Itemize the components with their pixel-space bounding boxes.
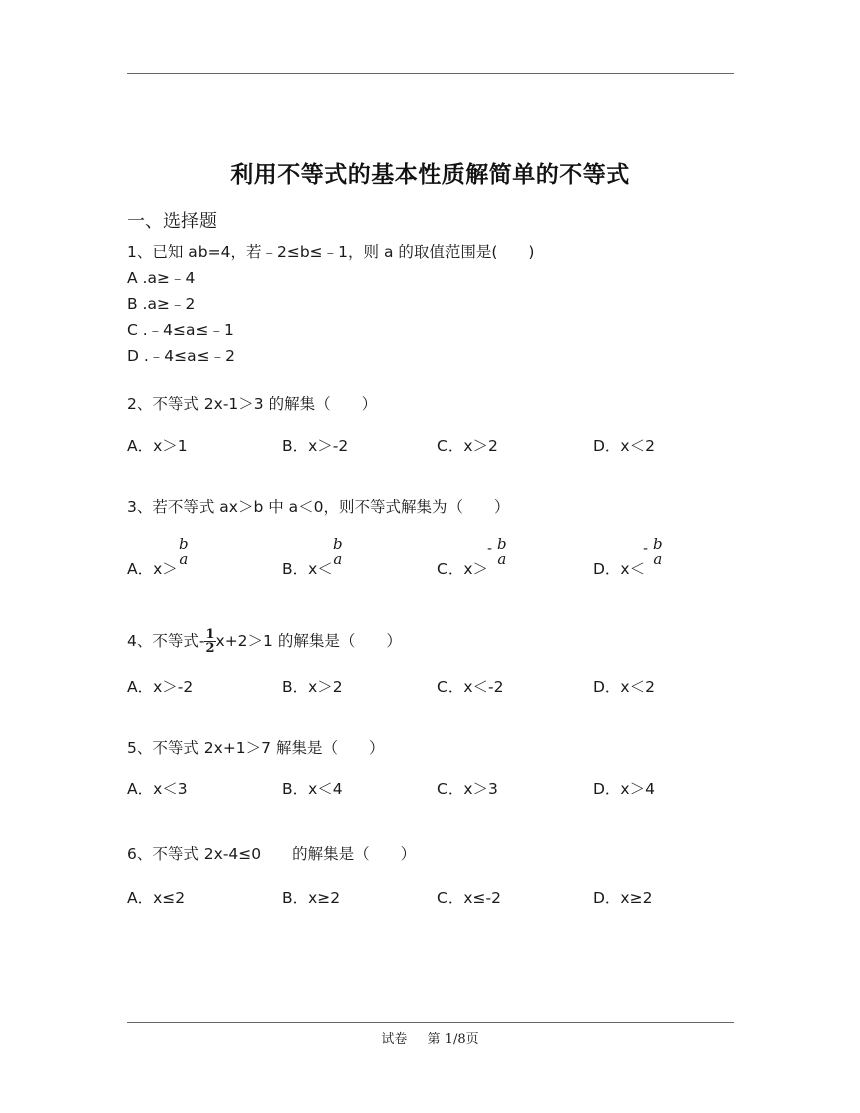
q2-option-b[interactable]: B．x＞-2 (282, 437, 349, 455)
q3-option-c-fraction (496, 537, 508, 567)
q1-stem: 1、已知 ab=4，若﹣2≤b≤﹣1，则 a 的取值范围是( ) (127, 243, 535, 261)
q3-option-c-minus: - (487, 541, 493, 557)
q3-option-a-fraction (178, 537, 190, 567)
q5-option-c[interactable]: C．x＞3 (437, 780, 498, 798)
q5-option-d[interactable]: D．x＞4 (593, 780, 655, 798)
q3-option-a[interactable] (127, 559, 178, 579)
q2-option-a[interactable]: A．x＞1 (127, 437, 188, 455)
q3-option-c-label: C．x＞ (437, 560, 488, 578)
q4-option-a[interactable]: A．x＞-2 (127, 678, 194, 696)
page-footer (0, 1028, 860, 1047)
footer-rule (127, 1022, 734, 1023)
fraction-numerator: b (653, 535, 663, 553)
q5-option-a[interactable]: A．x＜3 (127, 780, 188, 798)
fraction-denominator: a (653, 550, 663, 568)
q5-stem: 5、不等式 2x+1＞7 解集是（ ） (127, 739, 385, 757)
header-rule (127, 73, 734, 74)
q2-stem: 2、不等式 2x-1＞3 的解集（ ） (127, 395, 378, 413)
q6-option-c[interactable]: C．x≤-2 (437, 889, 501, 907)
q3-option-b[interactable] (282, 559, 333, 579)
q3-option-a-label: A．x＞ (127, 560, 178, 578)
q3-option-d[interactable] (593, 559, 645, 579)
footer-label: 试卷 (381, 1032, 408, 1047)
q1-option-d[interactable]: D .﹣4≤a≤﹣2 (127, 347, 235, 365)
fraction-denominator: a (497, 550, 507, 568)
q2-option-c[interactable]: C．x＞2 (437, 437, 498, 455)
fraction-denominator: a (333, 550, 343, 568)
q6-option-d[interactable]: D．x≥2 (593, 889, 653, 907)
q4-option-c[interactable]: C．x＜-2 (437, 678, 504, 696)
q3-option-d-fraction (652, 537, 664, 567)
fraction-numerator: b (497, 535, 507, 553)
q4-stem-suffix: x+2＞1 的解集是（ ） (215, 632, 402, 650)
q4-option-b[interactable]: B．x＞2 (282, 678, 343, 696)
q2-option-d[interactable]: D．x＜2 (593, 437, 655, 455)
q3-stem: 3、若不等式 ax＞b 中 a＜0，则不等式解集为（ ） (127, 498, 510, 516)
page-number: 第 1/8页 (427, 1032, 479, 1047)
q5-option-b[interactable]: B．x＜4 (282, 780, 343, 798)
q6-option-b[interactable]: B．x≥2 (282, 889, 341, 907)
q3-option-b-fraction (332, 537, 344, 567)
q1-option-b[interactable]: B .a≥﹣2 (127, 295, 196, 313)
fraction-numerator: b (179, 535, 189, 553)
page-title: 利用不等式的基本性质解简单的不等式 (230, 162, 630, 188)
q1-option-c[interactable]: C .﹣4≤a≤﹣1 (127, 321, 234, 339)
q3-option-b-label: B．x＜ (282, 560, 333, 578)
q3-option-d-label: D．x＜ (593, 560, 646, 578)
fraction-denominator: a (179, 550, 189, 568)
q6-option-a[interactable]: A．x≤2 (127, 889, 186, 907)
fraction-numerator: 1 (205, 627, 215, 642)
q1-option-a[interactable]: A .a≥﹣4 (127, 269, 196, 287)
q4-half-fraction (204, 628, 215, 655)
q3-option-c[interactable] (437, 559, 488, 579)
q3-option-d-minus: - (643, 541, 649, 557)
section-heading: 一、选择题 (127, 211, 217, 232)
q4-stem-prefix: 4、不等式- (127, 632, 205, 650)
q4-stem (127, 628, 402, 655)
fraction-denominator: 2 (205, 641, 215, 656)
q4-option-d[interactable]: D．x＜2 (593, 678, 655, 696)
q6-stem: 6、不等式 2x-4≤0 的解集是（ ） (127, 845, 417, 863)
fraction-numerator: b (333, 535, 343, 553)
